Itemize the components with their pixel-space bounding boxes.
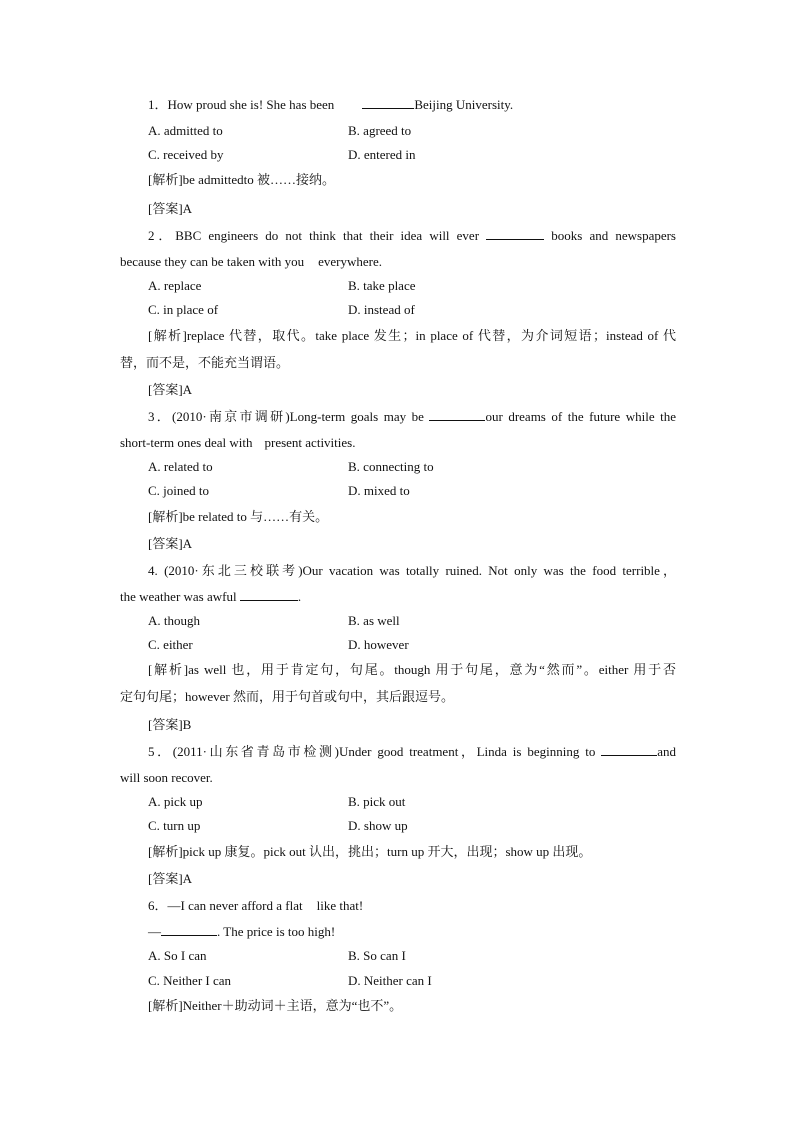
option-b: B. pick out — [348, 794, 406, 809]
analysis: [解析]Neither＋助动词＋主语，意为“也不”。 — [148, 998, 403, 1013]
option-c: C. in place of — [148, 302, 219, 317]
question-1-stem: 1．How proud she is! She has been Beijing University. — [148, 97, 514, 112]
option-d: D. entered in — [348, 147, 416, 162]
option-a: A. admitted to — [148, 123, 223, 138]
answer-blank — [161, 924, 217, 936]
analysis: [解析]be related to 与……有关。 — [148, 509, 329, 524]
option-a: A. related to — [148, 459, 213, 474]
analysis-cont: 替，而不是，不能充当谓语。 — [120, 355, 290, 370]
analysis-cont: 定句句尾；however 然而，用于句首或句中，其后跟逗号。 — [120, 689, 455, 704]
question-5-stem: 5．(2011·山东省青岛市检测)Under good treatment，Linda is beginning to and — [148, 744, 677, 759]
option-d: D. instead of — [348, 302, 415, 317]
answer: [答案]A — [148, 871, 193, 886]
option-a: A. pick up — [148, 794, 203, 809]
analysis: [解析]be admittedto 被……接纳。 — [148, 172, 336, 187]
option-c: C. Neither I can — [148, 973, 232, 988]
option-c: C. received by — [148, 147, 224, 162]
option-c: C. joined to — [148, 483, 210, 498]
question-4-stem-cont: the weather was awful . — [120, 589, 302, 604]
question-5-stem-cont: will soon recover. — [120, 770, 213, 785]
question-6-stem: 6．—I can never afford a flat like that! — [148, 898, 364, 913]
answer-blank — [362, 97, 414, 109]
option-d: D. mixed to — [348, 483, 410, 498]
question-4-stem: 4. (2010·东北三校联考)Our vacation was totally ruined. Not only was the food terrible， — [148, 563, 677, 578]
analysis: [解析]as well 也，用于肯定句，句尾。though 用于句尾，意为“然而”。either 用于否 — [148, 662, 676, 677]
option-c: C. either — [148, 637, 193, 652]
analysis: [解析]replace 代替，取代。take place 发生；in place of 代替，为介词短语；instead of 代 — [148, 328, 676, 343]
question-3-stem-cont: short-term ones deal with present activities. — [120, 435, 356, 450]
question-3-stem: 3．(2010·南京市调研)Long-term goals may be our dreams of the future while the — [148, 409, 676, 424]
question-2-stem: 2．BBC engineers do not think that their idea will ever books and newspapers — [148, 228, 676, 243]
option-b: B. connecting to — [348, 459, 434, 474]
question-6-stem-cont: — . The price is too high! — [148, 924, 336, 939]
option-a: A. though — [148, 613, 200, 628]
option-d: D. show up — [348, 818, 408, 833]
option-b: B. take place — [348, 278, 416, 293]
option-b: B. So can I — [348, 948, 406, 963]
answer: [答案]A — [148, 201, 193, 216]
answer: [答案]A — [148, 382, 193, 397]
option-a: A. replace — [148, 278, 202, 293]
answer-blank — [486, 228, 544, 240]
option-a: A. So I can — [148, 948, 207, 963]
answer: [答案]A — [148, 536, 193, 551]
answer: [答案]B — [148, 717, 192, 732]
option-b: B. as well — [348, 613, 400, 628]
option-b: B. agreed to — [348, 123, 412, 138]
analysis: [解析]pick up 康复。pick out 认出，挑出；turn up 开大，出现；show up 出现。 — [148, 844, 592, 859]
answer-blank — [601, 744, 657, 756]
option-c: C. turn up — [148, 818, 201, 833]
answer-blank — [240, 589, 298, 601]
option-d: D. however — [348, 637, 409, 652]
answer-blank — [429, 409, 485, 421]
option-d: D. Neither can I — [348, 973, 432, 988]
question-2-stem-cont: because they can be taken with you everywhere. — [120, 254, 382, 269]
